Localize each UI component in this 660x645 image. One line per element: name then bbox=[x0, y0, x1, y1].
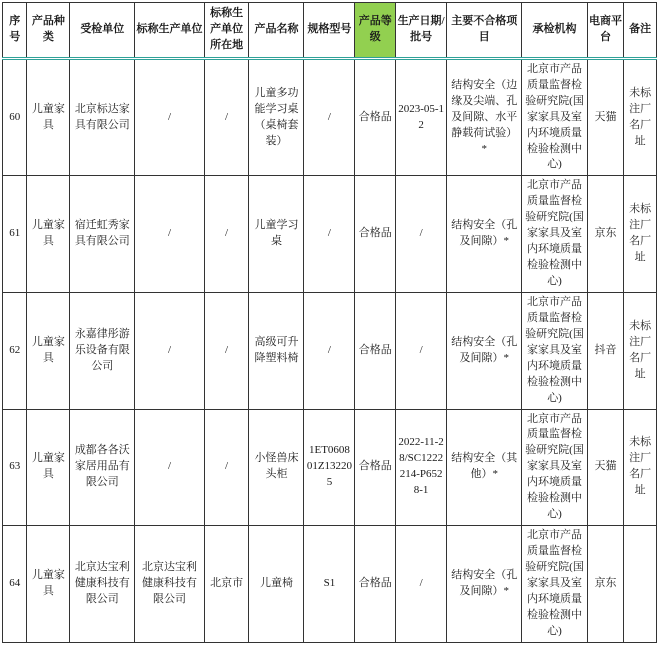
table-cell: 结构安全（孔及间隙）* bbox=[447, 292, 522, 409]
table-cell: 天猫 bbox=[587, 58, 624, 176]
table-cell: S1 bbox=[304, 526, 355, 643]
table-cell: 儿童椅 bbox=[249, 526, 304, 643]
table-cell: 宿迁虹秀家具有限公司 bbox=[70, 176, 135, 293]
table-cell: / bbox=[135, 176, 204, 293]
column-header-3: 受检单位 bbox=[70, 3, 135, 59]
table-cell: / bbox=[204, 292, 249, 409]
table-cell: 合格品 bbox=[355, 409, 396, 526]
table-cell: / bbox=[135, 292, 204, 409]
column-header-13: 备注 bbox=[624, 3, 657, 59]
table-cell: 60 bbox=[3, 58, 27, 176]
table-cell: 结构安全（孔及间隙）* bbox=[447, 176, 522, 293]
table-cell bbox=[624, 526, 657, 643]
column-header-7: 规格型号 bbox=[304, 3, 355, 59]
table-cell: / bbox=[204, 176, 249, 293]
table-cell: / bbox=[304, 176, 355, 293]
table-cell: 合格品 bbox=[355, 176, 396, 293]
table-cell: 合格品 bbox=[355, 292, 396, 409]
table-cell: 2022-11-28/SC1222214-P6528-1 bbox=[396, 409, 447, 526]
table-cell: 62 bbox=[3, 292, 27, 409]
table-cell: 2023-05-12 bbox=[396, 58, 447, 176]
table-cell: 北京市产品质量监督检验研究院(国家家具及室内环境质量检验检测中心) bbox=[522, 409, 587, 526]
table-cell: 61 bbox=[3, 176, 27, 293]
table-cell: 合格品 bbox=[355, 58, 396, 176]
table-cell: 北京达宝利健康科技有限公司 bbox=[70, 526, 135, 643]
table-cell: / bbox=[396, 176, 447, 293]
table-cell: / bbox=[396, 526, 447, 643]
table-cell: / bbox=[304, 58, 355, 176]
table-cell: 结构安全（孔及间隙）* bbox=[447, 526, 522, 643]
table-row-63 bbox=[3, 409, 657, 526]
table-cell: / bbox=[304, 292, 355, 409]
table-cell: 儿童家具 bbox=[27, 526, 70, 643]
table-cell: 结构安全（其他）* bbox=[447, 409, 522, 526]
table-cell: 儿童家具 bbox=[27, 58, 70, 176]
table-cell: 儿童多功能学习桌（桌椅套装） bbox=[249, 58, 304, 176]
column-header-2: 产品种类 bbox=[27, 3, 70, 59]
table-row-60 bbox=[3, 58, 657, 176]
table-cell: 未标注厂名厂址 bbox=[624, 58, 657, 176]
table-cell: / bbox=[135, 409, 204, 526]
table-cell: 小怪兽床头柜 bbox=[249, 409, 304, 526]
table-cell: 京东 bbox=[587, 176, 624, 293]
table-cell: 北京市产品质量监督检验研究院(国家家具及室内环境质量检验检测中心) bbox=[522, 292, 587, 409]
column-header-11: 承检机构 bbox=[522, 3, 587, 59]
column-header-highlighted: 产品等级 bbox=[355, 3, 396, 59]
table-cell: 结构安全（边缘及尖端、孔及间隙、水平静载荷试验）* bbox=[447, 58, 522, 176]
table-row-62 bbox=[3, 292, 657, 409]
table-cell: 成都各各沃家居用品有限公司 bbox=[70, 409, 135, 526]
table-cell: 63 bbox=[3, 409, 27, 526]
table-cell: 北京市产品质量监督检验研究院(国家家具及室内环境质量检验检测中心) bbox=[522, 58, 587, 176]
inspection-table bbox=[2, 2, 657, 643]
table-row-64 bbox=[3, 526, 657, 643]
table-cell: 儿童学习桌 bbox=[249, 176, 304, 293]
table-cell: 京东 bbox=[587, 526, 624, 643]
table-cell: 抖音 bbox=[587, 292, 624, 409]
table-cell: / bbox=[396, 292, 447, 409]
column-header-9: 生产日期/批号 bbox=[396, 3, 447, 59]
table-cell: 北京标达家具有限公司 bbox=[70, 58, 135, 176]
column-header-1: 序号 bbox=[3, 3, 27, 59]
table-cell: 高级可升降塑料椅 bbox=[249, 292, 304, 409]
table-row-61 bbox=[3, 176, 657, 293]
table-cell: 北京市 bbox=[204, 526, 249, 643]
table-cell: 未标注厂名厂址 bbox=[624, 292, 657, 409]
column-header-4: 标称生产单位 bbox=[135, 3, 204, 59]
table-cell: 未标注厂名厂址 bbox=[624, 409, 657, 526]
table-cell: 合格品 bbox=[355, 526, 396, 643]
table-cell: / bbox=[204, 409, 249, 526]
table-cell: 儿童家具 bbox=[27, 409, 70, 526]
table-header-row bbox=[3, 3, 657, 59]
table-cell: 儿童家具 bbox=[27, 176, 70, 293]
column-header-5: 标称生产单位所在地 bbox=[204, 3, 249, 59]
table-cell: 1ET060801Z132205 bbox=[304, 409, 355, 526]
table-cell: 北京达宝利健康科技有限公司 bbox=[135, 526, 204, 643]
column-header-10: 主要不合格项目 bbox=[447, 3, 522, 59]
table-cell: 天猫 bbox=[587, 409, 624, 526]
column-header-12: 电商平台 bbox=[587, 3, 624, 59]
table-cell: 北京市产品质量监督检验研究院(国家家具及室内环境质量检验检测中心) bbox=[522, 526, 587, 643]
column-header-6: 产品名称 bbox=[249, 3, 304, 59]
table-cell: 未标注厂名厂址 bbox=[624, 176, 657, 293]
table-cell: / bbox=[204, 58, 249, 176]
table-cell: / bbox=[135, 58, 204, 176]
table-cell: 64 bbox=[3, 526, 27, 643]
table-cell: 永嘉律彤游乐设备有限公司 bbox=[70, 292, 135, 409]
table-body bbox=[3, 58, 657, 642]
table-cell: 儿童家具 bbox=[27, 292, 70, 409]
table-cell: 北京市产品质量监督检验研究院(国家家具及室内环境质量检验检测中心) bbox=[522, 176, 587, 293]
